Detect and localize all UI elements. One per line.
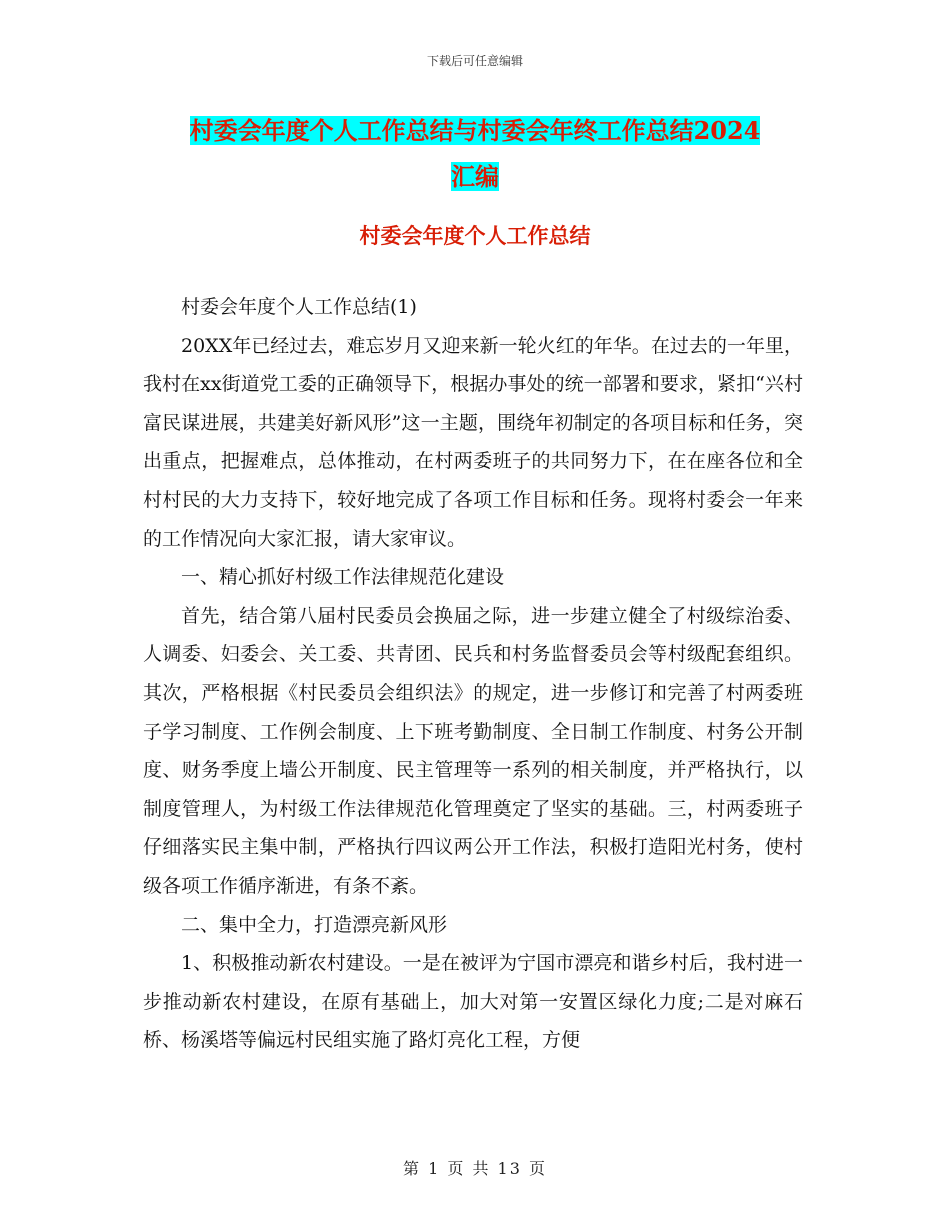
document-title-line-1: 村委会年度个人工作总结与村委会年终工作总结2024 — [189, 116, 761, 145]
document-title-line-2: 汇编 — [451, 162, 499, 191]
page-header-note: 下载后可任意编辑 — [426, 54, 523, 68]
paragraph-body-2: 1、积极推动新农村建设。一是在被评为宁国市漂亮和谐乡村后，我村进一步推动新农村建设，在原有基础上，加大对第一安置区绿化力度;二是对麻石桥、杨溪塔等偏远村民组实施了路灯亮化工程，方便 — [143, 952, 803, 1052]
paragraph-subtitle: 村委会年度个人工作总结(1) — [181, 296, 417, 318]
paragraph-intro: 20XX年已经过去，难忘岁月又迎来新一轮火红的年华。在过去的一年里，我村在xx街道党工委的正确领导下，根据办事处的统一部署和要求，紧扣“兴村富民谋进展，共建美好新风形”这一主题，围绕年初制定的各项目标和任务，突出重点，把握难点，总体推动，在村两委班子的共同努力下，在在座各位和全村村民的大力支持下，较好地完成了各项工作目标和任务。现将村委会一年来的工作情况向大家汇报，请大家审议。 — [143, 334, 803, 550]
section-title: 村委会年度个人工作总结 — [359, 223, 591, 248]
paragraph-heading-2: 二、集中全力，打造漂亮新风形 — [181, 913, 448, 936]
paragraph-heading-1: 一、精心抓好村级工作法律规范化建设 — [181, 566, 505, 589]
paragraph-body-1: 首先，结合第八届村民委员会换届之际，进一步建立健全了村级综治委、人调委、妇委会、关工委、共青团、民兵和村务监督委员会等村级配套组织。其次，严格根据《村民委员会组织法》的规定，进一步修订和完善了村两委班子学习制度、工作例会制度、上下班考勤制度、全日制工作制度、村务公开制度、财务季度上墙公开制度、民主管理等一系列的相关制度，并严格执行，以制度管理人，为村级工作法律规范化管理奠定了坚实的基础。三，村两委班子仔细落实民主集中制，严格执行四议两公开工作法，积极打造阳光村务，使村级各项工作循序渐进，有条不紊。 — [143, 604, 803, 897]
document-title — [140, 108, 810, 200]
page-number: 第 1 页 共 13 页 — [403, 1159, 547, 1178]
document-body — [143, 288, 803, 1060]
